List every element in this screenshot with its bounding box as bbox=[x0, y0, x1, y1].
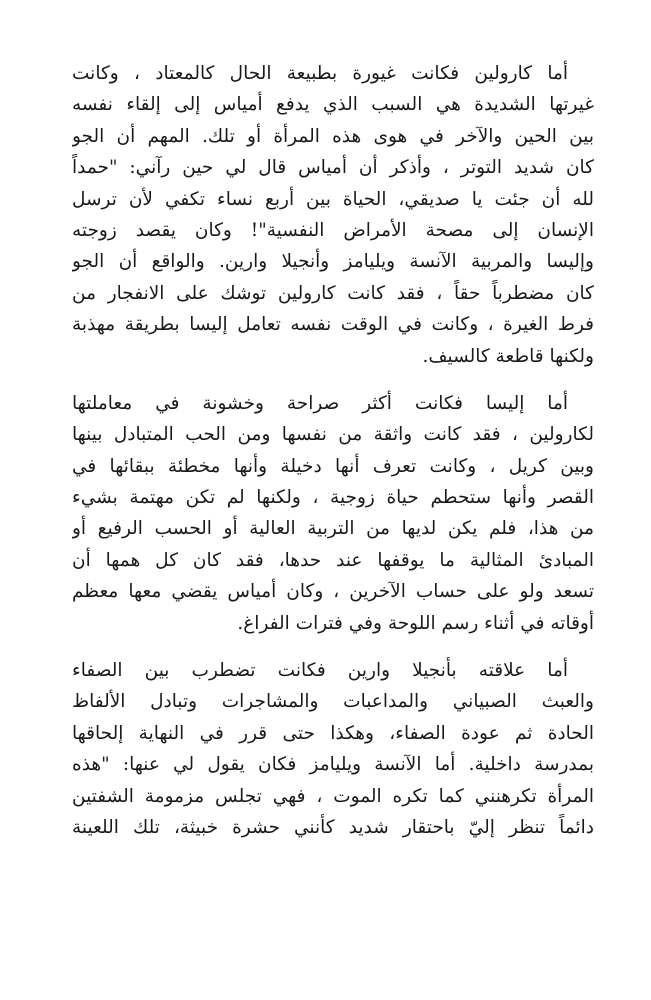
text-line: أما علاقته بأنجيلا وارين فكانت تضطرب بين الصفاء bbox=[72, 660, 568, 682]
paragraph-2 bbox=[72, 388, 594, 639]
text-line: لكارولين ، فقد كانت واثقة من نفسها ومن الحب المتبادل بينها bbox=[72, 424, 594, 446]
text-line: كان مضطرباً حقاً ، فقد كانت كارولين توشك على الانفجار من bbox=[72, 282, 594, 304]
text-line: والعبث الصبياني والمداعبات والمشاجرات وتبادل الألفاظ bbox=[72, 691, 594, 713]
text-line: القصر وأنها ستحطم حياة زوجية ، ولكنها لم تكن مهتمة بشيء bbox=[72, 487, 594, 509]
text-line: بمدرسة داخلية. أما الآنسة ويليامز فكان يقول لي عنها: "هذه bbox=[72, 754, 594, 776]
text-line: الحادة ثم عودة الصفاء، وهكذا حتى قرر في النهاية إلحاقها bbox=[72, 722, 594, 744]
text-line: المرأة تكرهنني كما تكره الموت ، فهي تجلس مزمومة الشفتين bbox=[72, 785, 594, 807]
text-line: وإليسا والمربية الآنسة ويليامز وأنجيلا وارين. والواقع أن الجو bbox=[72, 251, 594, 273]
text-line: ولكنها قاطعة كالسيف. bbox=[422, 345, 594, 367]
text-line: المبادئ المثالية ما يوقفها عند حدها، فقد كان كل همها أن bbox=[72, 549, 594, 571]
text-line: الإنسان إلى مصحة الأمراض النفسية"! وكان يقصد زوجته bbox=[72, 219, 594, 241]
text-line: لله أن جئت يا صديقي، الحياة بين أربع نساء تكفي لأن ترسل bbox=[72, 188, 594, 210]
text-line: وبين كريل ، وكانت تعرف أنها دخيلة وأنها مخطئة ببقائها في bbox=[72, 455, 594, 477]
text-line: بين الحين والآخر في هوى هذه المرأة أو تلك. المهم أن الجو bbox=[72, 125, 594, 147]
text-line: تسعد ولو على حساب الآخرين ، وكان أمياس يقضي معها معظم bbox=[72, 581, 594, 603]
text-line: فرط الغيرة ، وكانت في الوقت نفسه تعامل إليسا بطريقة مهذبة bbox=[72, 314, 594, 336]
text-line: أوقاته في أثناء رسم اللوحة وفي فترات الفراغ. bbox=[237, 612, 594, 634]
paragraph-3 bbox=[72, 655, 594, 843]
text-line: أما إليسا فكانت أكثر صراحة وخشونة في معاملتها bbox=[72, 392, 568, 414]
text-line: من هذا، فلم يكن لديها من التربية العالية أو الحسب الرفيع أو bbox=[72, 518, 594, 540]
paragraph-1 bbox=[72, 58, 594, 372]
text-line: أما كارولين فكانت غيورة بطبيعة الحال كالمعتاد ، وكانت bbox=[72, 63, 568, 84]
text-line: كان شديد التوتر ، وأذكر أن أمياس قال لي حين رآني: "حمداً bbox=[72, 157, 594, 179]
text-line: دائماً تنظر إليّ باحتقار شديد كأنني حشرة خبيثة، تلك اللعينة bbox=[72, 816, 594, 838]
text-line: غيرتها الشديدة هي السبب الذي يدفع أمياس إلى إلقاء نفسه bbox=[72, 94, 594, 116]
book-page bbox=[72, 58, 594, 859]
